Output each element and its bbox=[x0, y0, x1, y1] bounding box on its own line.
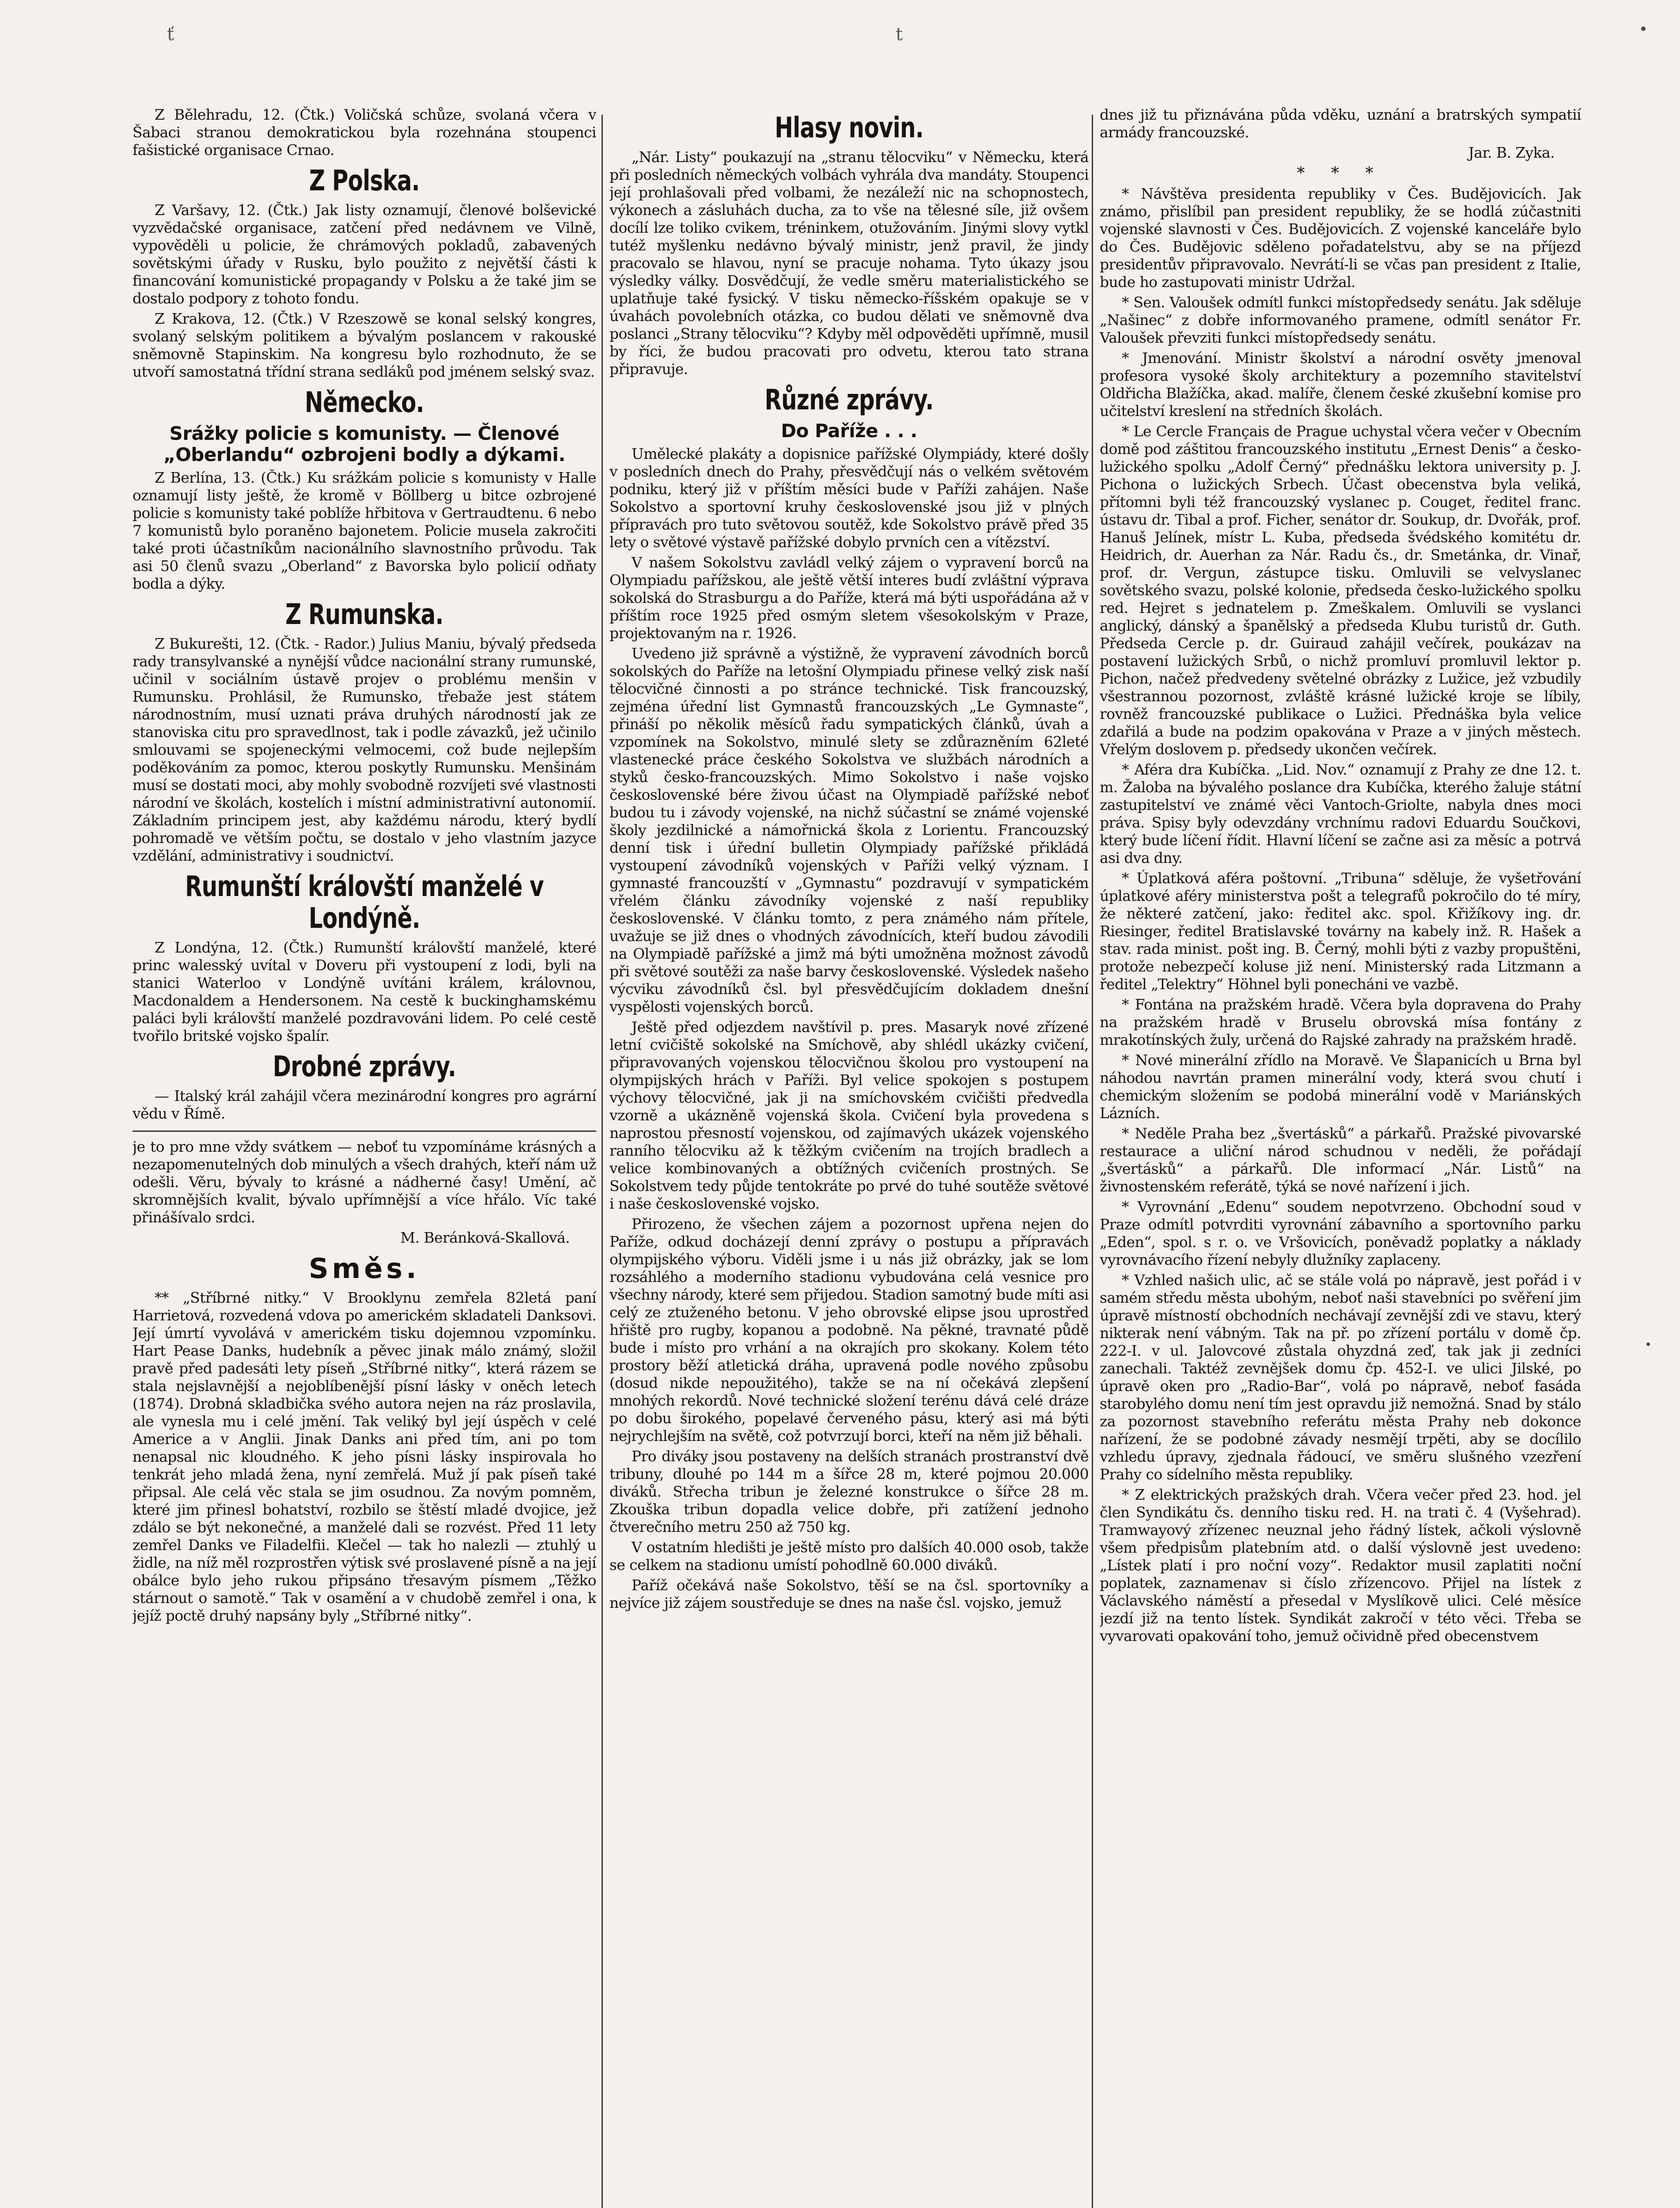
article-text: dnes již tu přiznávána půda vděku, uznání a bratrských sympatií armády francouzské. bbox=[1100, 106, 1581, 141]
news-item: * Aféra dra Kubíčka. „Lid. Nov.“ oznamují z Prahy ze dne 12. t. m. Žaloba na bývalého poslance dra Kubíčka, kterého žaluje státní zastupitelství ve známé věci Vantoch-Griolte, nabyla dnes moci práva. Spisy byly odevzdány vrchnímu radovi Eduardu Součkovi, který bude líčení řídit. Hlavní líčení se začne asi za měsíc a potrvá asi dva dny. bbox=[1100, 761, 1581, 866]
news-item: * Jmenování. Ministr školství a národní osvěty jmenoval profesora vysoké školy architektury a pozemního stavitelství Oldřicha Blažíčka, akad. malíře, členem české zkušební komise pro učitelství kreslení na středních školách. bbox=[1100, 349, 1581, 420]
subheading: Srážky policie s komunisty. — Členové „Oberlandu“ ozbrojeni bodly a dýkami. bbox=[163, 423, 565, 465]
article-text: Z Varšavy, 12. (Čtk.) Jak listy oznamují, členové bolševické vyzvědačské organisace, zatčení před nedávnem ve Vilně, vypověděli u policie, že chrámových pokladů, zabavených sovětskými úřady v Rusku, bylo použito z největší části k financování komunistické propagandy v Polsku a že také jim se dostalo podpory z tohoto fondu. bbox=[132, 201, 596, 307]
article-text: Z Krakova, 12. (Čtk.) V Rzeszowě se konal selský kongres, svolaný selským politikem a bývalým poslancem v rakouské sněmovně Stapinskim. Na kongresu bylo rozhodnuto, že se utvoří samostatná třídní strana sedláků pod jménem selský svaz. bbox=[132, 310, 596, 380]
print-speck bbox=[1641, 26, 1646, 31]
article-text: Z Londýna, 12. (Čtk.) Rumunští královští manželé, které princ walesský uvítal v Doveru při vystoupení z lodi, byli na stanici Waterloo v Londýně uvítáni králem, královnou, Macdonaldem a Hendersonem. Na cestě k buckinghamskému paláci byli královští manželé pozdravováni lidem. Po celé cestě tvořilo britské vojsko špalír. bbox=[132, 939, 596, 1044]
news-item: * Z elektrických pražských drah. Včera večer před 23. hod. jel člen Syndikátu čs. denního tisku red. H. na trati č. 4 (Vyšehrad). Tramwayový zřízenec neuznal jeho řádný lístek, ačkoli výslovně všem předpisům platebním atd. o další výslovně jest uvedeno: „Lístek platí i pro noční vozy“. Redaktor musil zaplatiti noční poplatek, zaznamenav si číslo zřízencovo. Přijel na lístek z Václavského náměstí a přesedal v Myslíkově ulici. Celé měsíce jezdí již na tento lístek. Syndikát zakročí v této věci. Třeba se vyvarovati opakování toho, jemuž očividně před obecenstvem bbox=[1100, 1486, 1581, 1645]
article-text: Umělecké plakáty a dopisnice pařížské Olympiády, které došly v posledních dnech do Prahy, přesvědčují nás o velkém světovém podniku, který již v příštím měsíci bude v Paříži zahájen. Naše Sokolstvo a sportovní kruhy československé jsou již v plných přípravách pro tuto světovou soutěž, kde Sokolstvo právě před 35 lety o světové výstavě pařížské dobylo prvních cen a vítězství. bbox=[609, 445, 1089, 551]
news-item: * Le Cercle Français de Prague uchystal včera večer v Obecním domě pod záštitou francouzského institutu „Ernest Denis“ a česko-lužického spolku „Adolf Černý“ přednášku lektora university p. J. Pichona o lužických Srbech. Účast obecenstva byla veliká, přítomni byli též francouzský vyslanec p. Couget, ředitel franc. ústavu dr. Tibal a prof. Ficher, senátor dr. Soukup, dr. Dvořák, prof. Hanuš Jelínek, místr L. Kuba, předseda švédského komitétu dr. Heidrich, dr. Auerhan za Nár. Radu čs., dr. Smetánka, dr. Vinař, prof. dr. Vergun, zástupce tisku. Omluvili se velvyslanec sovětského svazu, polské kolonie, předseda česko-lužického spolku red. Hejret s jednatelem p. Zmeškalem. Omluvili se vyslanci anglický, dánský a španělský a předseda Klubu turistů dr. Guth. Předseda Cercle p. dr. Guiraud zahájil večírek, poukázav na postavení lužických Srbů, o nichž promluví promluvil lektor p. Pichon, načež předvedeny světelné obrázky z Lužice, jež vzbudily všestrannou pozornost, zvláště krásné lužické kroje se líbily, rovněž francouzské publikace o Lužici. Přednáška byla velice zdařilá a bude na podzim opakována v Praze a v jiných městech. Vřelým doslovem p. předsedy ukončen večírek. bbox=[1100, 423, 1581, 758]
article-text: V našem Sokolstvu zavládl velký zájem o vypravení borců na Olympiadu pařížskou, ale ještě větší interes budí zvláštní výprava sokolská do Strasburgu a do Paříže, která má býti uspořádána až v příštím roce 1925 před osmým sletem všesokolským v Praze, projektovaným na r. 1926. bbox=[609, 554, 1089, 642]
article-text: Z Bukurešti, 12. (Čtk. - Rador.) Julius Maniu, bývalý předseda rady transylvanské a nynější vůdce nacionální strany rumunské, učinil v sociálním ústavě projev o problému menšin v Rumunsku. Prohlásil, že Rumunsko, třebaže jest státem národnostním, musí uznati práva druhých národností jak ze stanoviska citu pro spravedlnost, tak i podle závazků, jež učinilo smlouvami se spojeneckými velmocemi, což bude nejlepším poděkováním za pomoc, kterou poskytly Rumunsku. Menšinám musí se dostati moci, aby mohly svobodně rozvíjeti své vlastnosti národní ve školách, kostelích i místní administrativní autonomií. Základním principem jest, aby každému národu, který bydlí pohromadě ve větším počtu, se dostalo v jeho vlastním jazyce vzdělání, administrativy i soudnictví. bbox=[132, 635, 596, 864]
article-text: Ještě před odjezdem navštívil p. pres. Masaryk nové zřízené letní cvičiště sokolské na Smíchově, aby shlédl ukázky cvičení, připravovaných vojenskou tělocvičnou školou pro vystoupení na olympijských hrách v Paříži. Byl velice spokojen s postupem výchovy tělocvičné, jak ji na smíchovském cvičišti předvedla vzorně a ukázněně vojenská škola. Cvičení byla provedena s naprostou přesností vojenskou, od zajímavých ukázek vojenského ranního tělocviku až k těžkým cvičením na trojích bradlech a velice kombinovaných a obtížných cvičeních prostných. Se Sokolstvem tedy půjde tentokráte po prvé do tuhé soutěže světové i naše československé vojsko. bbox=[609, 1018, 1089, 1212]
article-text: Pro diváky jsou postaveny na delších stranách prostranství dvě tribuny, dlouhé po 144 m a šířce 28 m, které pojmou 20.000 diváků. Střecha tribun je železné konstrukce o šířce 28 m. Zkouška tribun dopadla velice dobře, při zatížení jednoho čtverečního metru 250 až 750 kg. bbox=[609, 1448, 1089, 1535]
article-text: „Nár. Listy“ poukazují na „stranu tělocviku“ v Německu, která při posledních německých volbách vyhrála dva mandáty. Stoupenci její prohlašovali před volbami, že nezáleží nic na schopnostech, výkonech a zásluhách ducha, za to vše na tělesné síle, již ovšem docílí lze toliko cvikem, tréninkem, otužováním. Jinými slovy vytkl tutéž myšlenku nedávno bývalý ministr, jenž pravil, že jindy pracovalo se hlavou, nyní se pracuje nohama. Tyto úkazy jsou výsledky války. Dosvědčují, že vedle směru materialistického se uplatňuje také fysický. V tisku německo-říšském opakuje se v úvahách povolebních otázka, co budou dělati ve sněmovně dva poslanci „Strany tělocviku“? Kdyby měl odpověděti upřímně, musil by říci, že budou pracovati pro odvetu, kterou tato strana připravuje. bbox=[609, 148, 1089, 378]
news-item: * Sen. Valoušek odmítl funkci místopředsedy senátu. Jak sděluje „Našinec“ z dobře informovaného pramene, odmítl senátor Fr. Valoušek převziti funkci místopředsedy senátu. bbox=[1100, 294, 1581, 346]
article-text: Z Bělehradu, 12. (Čtk.) Voličská schůze, svolaná včera v Šabaci stranou demokratickou byla rozehnána stoupenci fašistické organisace Crnao. bbox=[132, 106, 596, 159]
section-heading: Z Rumunska. bbox=[285, 598, 443, 631]
news-item: * Úplatková aféra poštovní. „Tribuna“ sděluje, že vyšetřování úplatkové aféry ministerstva pošt a telegrafů pokročilo do té míry, že některé zatčení, jako: ředitel akc. spol. Křižíkovy ing. dr. Riesinger, ředitel Bratislavské továrny na kabely inž. R. Hašek a stav. rada minist. pošt ing. B. Černý, mohli býti z vazby propuštěni, protože nebezpečí koluse již není. Ministerský rada Litzmann a ředitel „Telektry“ Höhnel byli ponecháni ve vazbě. bbox=[1100, 870, 1581, 993]
column-3 bbox=[1100, 106, 1581, 2208]
news-item: * Návštěva presidenta republiky v Čes. Budějovicích. Jak známo, přislíbil pan president republiky, že se hodlá zúčastniti vojenské slavnosti v Čes. Budějovicích. Z vojenské kanceláře bylo do Čes. Budějovic sděleno pořadatelstvu, aby se na příjezd presidentův připravovalo. Nevrátí-li se včas pan president z Italie, bude ho zastupovati ministr Udržal. bbox=[1100, 185, 1581, 291]
article-text: je to pro mne vždy svátkem — neboť tu vzpomínáme krásných a nezapomenutelných dob minulých a všech drahých, kteří nám už odešli. Věru, bývaly to krásné a nádherné časy! Umění, ač skromnějších kvalit, bývalo upřímnější a více hřálo. Víc také přinášívalo srdci. bbox=[132, 1138, 596, 1226]
author-signature: M. Beránková-Skallová. bbox=[400, 1229, 570, 1246]
article-text: — Italský král zahájil včera mezinárodní kongres pro agrární vědu v Římě. bbox=[132, 1087, 596, 1122]
print-speck bbox=[1646, 1342, 1650, 1346]
news-item: * Nové minerální zřídlo na Moravě. Ve Šlapanicích u Brna byl náhodou navrtán pramen minerální vody, která svou chutí i chemickým složením se podobá minerální vodě v Mariánských Lázních. bbox=[1100, 1051, 1581, 1122]
article-text: Z Berlína, 13. (Čtk.) Ku srážkám policie s komunisty v Halle oznamují listy ještě, že kromě v Böllberg u bitce ozbrojené policie s komunisty také poblíže hřbitova v Gertraudtenu. 6 nebo 7 komunistů bylo poraněno bajonetem. Policie musela zakročiti také proti účastníkům nacionálního slavnostního průvodu. Tak asi 50 členů svazu „Oberland“ z Bavorska bylo policií odňaty bodla a dýky. bbox=[132, 469, 596, 592]
article-text: Přirozeno, že všechen zájem a pozornost upřena nejen do Paříže, odkud docházejí denní zprávy o postupu a přípravách olympijského výboru. Viděli jsme i u nás již obrázky, jak se lom rozsáhlého a moderního stadionu vybudována celá vesnice pro všechny národy, které sem přijedou. Stadion samotný bude míti asi celý ze ztuženého betonu. V jeho obrovské elipse jsou uprostřed hřiště pro rugby, kopanou a podobně. Na pěkné, travnaté půdě bude i místo pro vrhání a na okrajích pro skokany. Kolem této prostory běží atletická dráha, upravená podle nového způsobu (dosud nikde nepoužitého), takže se na ní očekává zlepšení mnohých rekordů. Nové technické složení terénu dává celé dráze po dobu širokého, popelavé červeného pásu, který asi má býti nejrychlejším na světě, což potvrzují borci, kteří na něm již běhali. bbox=[609, 1215, 1089, 1444]
separator-stars: * * * bbox=[1297, 164, 1384, 182]
article-text: Paříž očekává naše Sokolstvo, těší se na čsl. sportovníky a nejvíce již zájem soustředuje se dnes na naše čsl. vojsko, jemuž bbox=[609, 1577, 1089, 1611]
section-heading: Z Polska. bbox=[309, 165, 420, 197]
section-heading: Různé zprávy. bbox=[764, 384, 934, 416]
column-rule bbox=[602, 115, 603, 2208]
section-heading: Směs. bbox=[309, 1252, 420, 1285]
article-text: V ostatním hledišti je ještě místo pro dalších 40.000 osob, takže se celkem na stadionu umístí pohodlně 60.000 diváků. bbox=[609, 1539, 1089, 1573]
section-heading: Rumunští královští manželé v Londýně. bbox=[185, 870, 544, 935]
column-2 bbox=[609, 106, 1089, 2208]
column-rule bbox=[1092, 115, 1093, 2208]
subheading: Do Paříže . . . bbox=[781, 420, 917, 442]
corner-mark: ť bbox=[167, 24, 174, 45]
news-item: * Fontána na pražském hradě. Včera byla dopravena do Prahy na pražském hradě v Bruselu obrovská mísa fontány z mrakotínských žuly, určená do Rajské zahrady na pražském hradě. bbox=[1100, 996, 1581, 1048]
top-mark: t bbox=[896, 24, 903, 45]
news-item: * Neděle Praha bez „švertásků“ a párkařů. Pražské pivovarské restaurace a uliční národ schudnou v neděli, že pořádají „švertásků“ a párkařů. Dle informací „Nár. Listů“ na živnostenském referátě, týká se nové nařízení i jich. bbox=[1100, 1125, 1581, 1195]
article-text: Uvedeno již správně a výstižně, že vypravení závodních borců sokolských do Paříže na letošní Olympiadu přinese velký zisk naší tělocvičné činnosti a po stránce technické. Tisk francouzský, zejména úřední list Gymnastů francouzských „Le Gymnaste“, přináší po několik měsíců řadu sympatických článků, úvah a vzpomínek na Sokolstvo, minulé slety se zdůrazněním 62leté vlastenecké práce českého Sokolstva ve službách národních a styků česko-francouzských. Mimo Sokolstvo i naše vojsko československé bére živou účast na Olympiadě pařížské neboť budou tu i závody vojenské, na nichž súčastní se známé vojenské školy jezdilnické a námořnická škola z Lorientu. Francouzský denní tisk i úřední bulletin Olympiady pařížské přikládá vystoupení závodníků vojenských v Paříži velký význam. I gymnasté francouzští v „Gymnastu“ pozdravují v sympatickém vřelém článku závodníky vojenské z naší republiky československé. V článku tomto, z pera známého nám přítele, uvažuje se již dnes o vhodných závodnících, kteří budou závodili na Olympiadě pařížské a jimž má býti umožněna možnost závodů při světové soutěži za naše barvy československé. Výsledek našeho výcviku závodníků čsl. byl přesvědčujícím dokladem dnešní vyspělosti vojenských borců. bbox=[609, 645, 1089, 1015]
news-item: * Vyrovnání „Edenu“ soudem nepotvrzeno. Obchodní soud v Praze odmítl potvrditi vyrovnání zábavního a sportovního parku „Eden“, spol. s r. o. ve Vršovicích, poněvadž poplatky a náklady vyrovnávacího řízení nebyly dlužníky zaplaceny. bbox=[1100, 1198, 1581, 1268]
column-1 bbox=[132, 106, 596, 2208]
section-heading: Drobné zprávy. bbox=[272, 1051, 456, 1083]
author-signature: Jar. B. Zyka. bbox=[1468, 144, 1555, 161]
section-divider bbox=[132, 1130, 596, 1132]
section-heading: Německo. bbox=[305, 386, 424, 419]
article-text: ** „Stříbrné nitky.“ V Brooklynu zemřela 82letá paní Harrietová, rozvedená vdova po americkém skladateli Danksovi. Její úmrtí vyvolává v americkém tisku dojemnou vzpomínku. Hart Pease Danks, hudebník a pěvec jinak málo známý, složil pravě před padesáti lety píseň „Stříbrné nitky“, která rázem se stala nejslavnější a nejoblíbenější písní lásky v oněch letech (1874). Drobná skladbička svého autora nejen na ráz proslavila, ale vynesla mu i celé jmění. Tak veliký byl její úspěch v celé Americe a v Anglii. Jinak Danks ani před tím, ani po tom nenapsal nic kloudného. K jeho písni lásky inspirovala ho tenkrát jeho mladá žena, nyní zemřelá. Muž jí pak píseň také připsal. Ale celá věc stala se jim osudnou. Za novým pomněm, které jim přinesl bohatství, rozbilo se štěstí mladé dvojice, jež zdálo se být nekonečné, a manželé dali se rozvést. Před 11 lety zemřel Danks ve Filadelfii. Klečel — tak ho nalezli — ztuhlý u židle, na níž měl rozprostřen výtisk své proslavené písně a na její obálce bylo jeho rukou připsáno třesavým písmem „Těžko stárnout o samotě.“ Tak v osamění a v chudobě zemřel i ona, k jejíž poctě druhý napsány byly „Stříbrné nitky“. bbox=[132, 1289, 596, 1624]
news-item: * Vzhled našich ulic, ač se stále volá po nápravě, jest pořád i v samém středu města ubohým, neboť naši stavebníci po svěření jim úpravě místností obchodních nechávají zevnější zdi ve stavu, který nikterak není vábným. Tak na př. po zřízení portálu v domě čp. 222-I. v ul. Jalovcové zůstala ohyzdná zeď, tak jak ji zedníci zanechali. Taktéž zevnějšek domu čp. 452-I. ve ulici Jilské, po úpravě oken pro „Radio-Bar“, volá po nápravě, neboť fasáda starobylého domu není tím jest opravdu již nemožná. Snad by stálo za pozornost stavebního referátu města Prahy neb dokonce nařízení, že se podobné závady nesmějí trpěti, aby se docílilo vzhledu úpravy, zjednala řádoucí, ve směru slušného vzezření Prahy co sídelního města republiky. bbox=[1100, 1271, 1581, 1483]
section-heading: Hlasy novin. bbox=[775, 112, 923, 144]
